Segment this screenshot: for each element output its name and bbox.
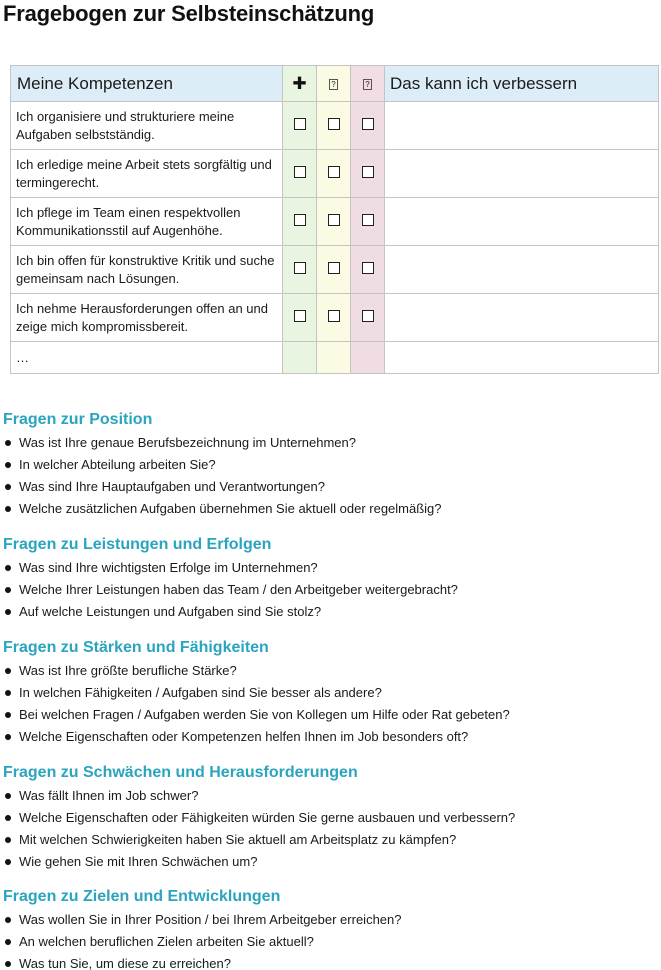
improve-field[interactable]	[385, 198, 659, 246]
list-item: Was sind Ihre wichtigsten Erfolge im Unternehmen?	[3, 557, 653, 579]
section-strengths	[3, 638, 653, 748]
improve-field[interactable]	[385, 150, 659, 198]
list-item: Was ist Ihre genaue Berufsbezeichnung im Unternehmen?	[3, 432, 653, 454]
section-achievements	[3, 535, 653, 623]
section-goals	[3, 887, 653, 970]
list-item: In welcher Abteilung arbeiten Sie?	[3, 454, 653, 476]
neutral-icon: ?	[317, 66, 351, 102]
checkbox-minus[interactable]	[362, 214, 374, 226]
table-row	[11, 150, 659, 198]
competence-text: Ich organisiere und strukturiere meine Aufgaben selbstständig.	[11, 102, 283, 150]
list-item: Welche Eigenschaften oder Fähigkeiten würden Sie gerne ausbauen und verbessern?	[3, 807, 653, 829]
table-row	[11, 342, 659, 374]
checkbox-plus[interactable]	[294, 166, 306, 178]
checkbox-plus[interactable]	[294, 310, 306, 322]
competence-table	[10, 65, 659, 374]
section-title: Fragen zu Leistungen und Erfolgen	[3, 536, 272, 553]
empty-cell	[283, 342, 317, 374]
page-title: Fragebogen zur Selbsteinschätzung	[3, 1, 375, 26]
improve-field[interactable]	[385, 342, 659, 374]
list-item: Was ist Ihre größte berufliche Stärke?	[3, 660, 653, 682]
competence-text: Ich pflege im Team einen respektvollen Kommunikationsstil auf Augenhöhe.	[11, 198, 283, 246]
checkbox-neutral[interactable]	[328, 310, 340, 322]
header-competences: Meine Kompetenzen	[11, 66, 283, 102]
list-item: Was sind Ihre Hauptaufgaben und Verantwortungen?	[3, 476, 653, 498]
improve-field[interactable]	[385, 102, 659, 150]
checkbox-minus[interactable]	[362, 166, 374, 178]
empty-cell	[351, 342, 385, 374]
header-improve: Das kann ich verbessern	[385, 66, 659, 102]
section-position	[3, 410, 653, 520]
section-title: Fragen zur Position	[3, 411, 153, 428]
list-item: Wie gehen Sie mit Ihren Schwächen um?	[3, 851, 653, 873]
checkbox-minus[interactable]	[362, 262, 374, 274]
list-item: Bei welchen Fragen / Aufgaben werden Sie von Kollegen um Hilfe oder Rat gebeten?	[3, 704, 653, 726]
list-item: Was wollen Sie in Ihrer Position / bei Ihrem Arbeitgeber erreichen?	[3, 909, 653, 931]
competence-text: Ich bin offen für konstruktive Kritik und suche gemeinsam nach Lösungen.	[11, 246, 283, 294]
table-row	[11, 246, 659, 294]
table-row	[11, 102, 659, 150]
table-row	[11, 198, 659, 246]
checkbox-neutral[interactable]	[328, 262, 340, 274]
checkbox-minus[interactable]	[362, 118, 374, 130]
list-item: Welche zusätzlichen Aufgaben übernehmen Sie aktuell oder regelmäßig?	[3, 498, 653, 520]
list-item: Welche Eigenschaften oder Kompetenzen helfen Ihnen im Job besonders oft?	[3, 726, 653, 748]
list-item: Welche Ihrer Leistungen haben das Team / den Arbeitgeber weitergebracht?	[3, 579, 653, 601]
table-header-row	[11, 66, 659, 102]
checkbox-plus[interactable]	[294, 262, 306, 274]
checkbox-plus[interactable]	[294, 214, 306, 226]
list-item: An welchen beruflichen Zielen arbeiten Sie aktuell?	[3, 931, 653, 953]
list-item: Auf welche Leistungen und Aufgaben sind Sie stolz?	[3, 601, 653, 623]
section-title: Fragen zu Zielen und Entwicklungen	[3, 888, 281, 905]
checkbox-neutral[interactable]	[328, 118, 340, 130]
plus-icon: ✚	[283, 66, 317, 102]
checkbox-neutral[interactable]	[328, 166, 340, 178]
list-item: Was fällt Ihnen im Job schwer?	[3, 785, 653, 807]
list-item: In welchen Fähigkeiten / Aufgaben sind Sie besser als andere?	[3, 682, 653, 704]
competence-text: Ich nehme Herausforderungen offen an und zeige mich kompromissbereit.	[11, 294, 283, 342]
empty-cell	[317, 342, 351, 374]
checkbox-minus[interactable]	[362, 310, 374, 322]
improve-field[interactable]	[385, 294, 659, 342]
list-item: Was tun Sie, um diese zu erreichen?	[3, 953, 653, 970]
list-item: Mit welchen Schwierigkeiten haben Sie aktuell am Arbeitsplatz zu kämpfen?	[3, 829, 653, 851]
checkbox-plus[interactable]	[294, 118, 306, 130]
improve-field[interactable]	[385, 246, 659, 294]
section-title: Fragen zu Schwächen und Herausforderungen	[3, 764, 358, 781]
competence-text: Ich erledige meine Arbeit stets sorgfältig und termingerecht.	[11, 150, 283, 198]
section-title: Fragen zu Stärken und Fähigkeiten	[3, 639, 269, 656]
minus-icon: ?	[351, 66, 385, 102]
ellipsis-cell: …	[11, 342, 283, 374]
table-row	[11, 294, 659, 342]
checkbox-neutral[interactable]	[328, 214, 340, 226]
section-weaknesses	[3, 763, 653, 873]
